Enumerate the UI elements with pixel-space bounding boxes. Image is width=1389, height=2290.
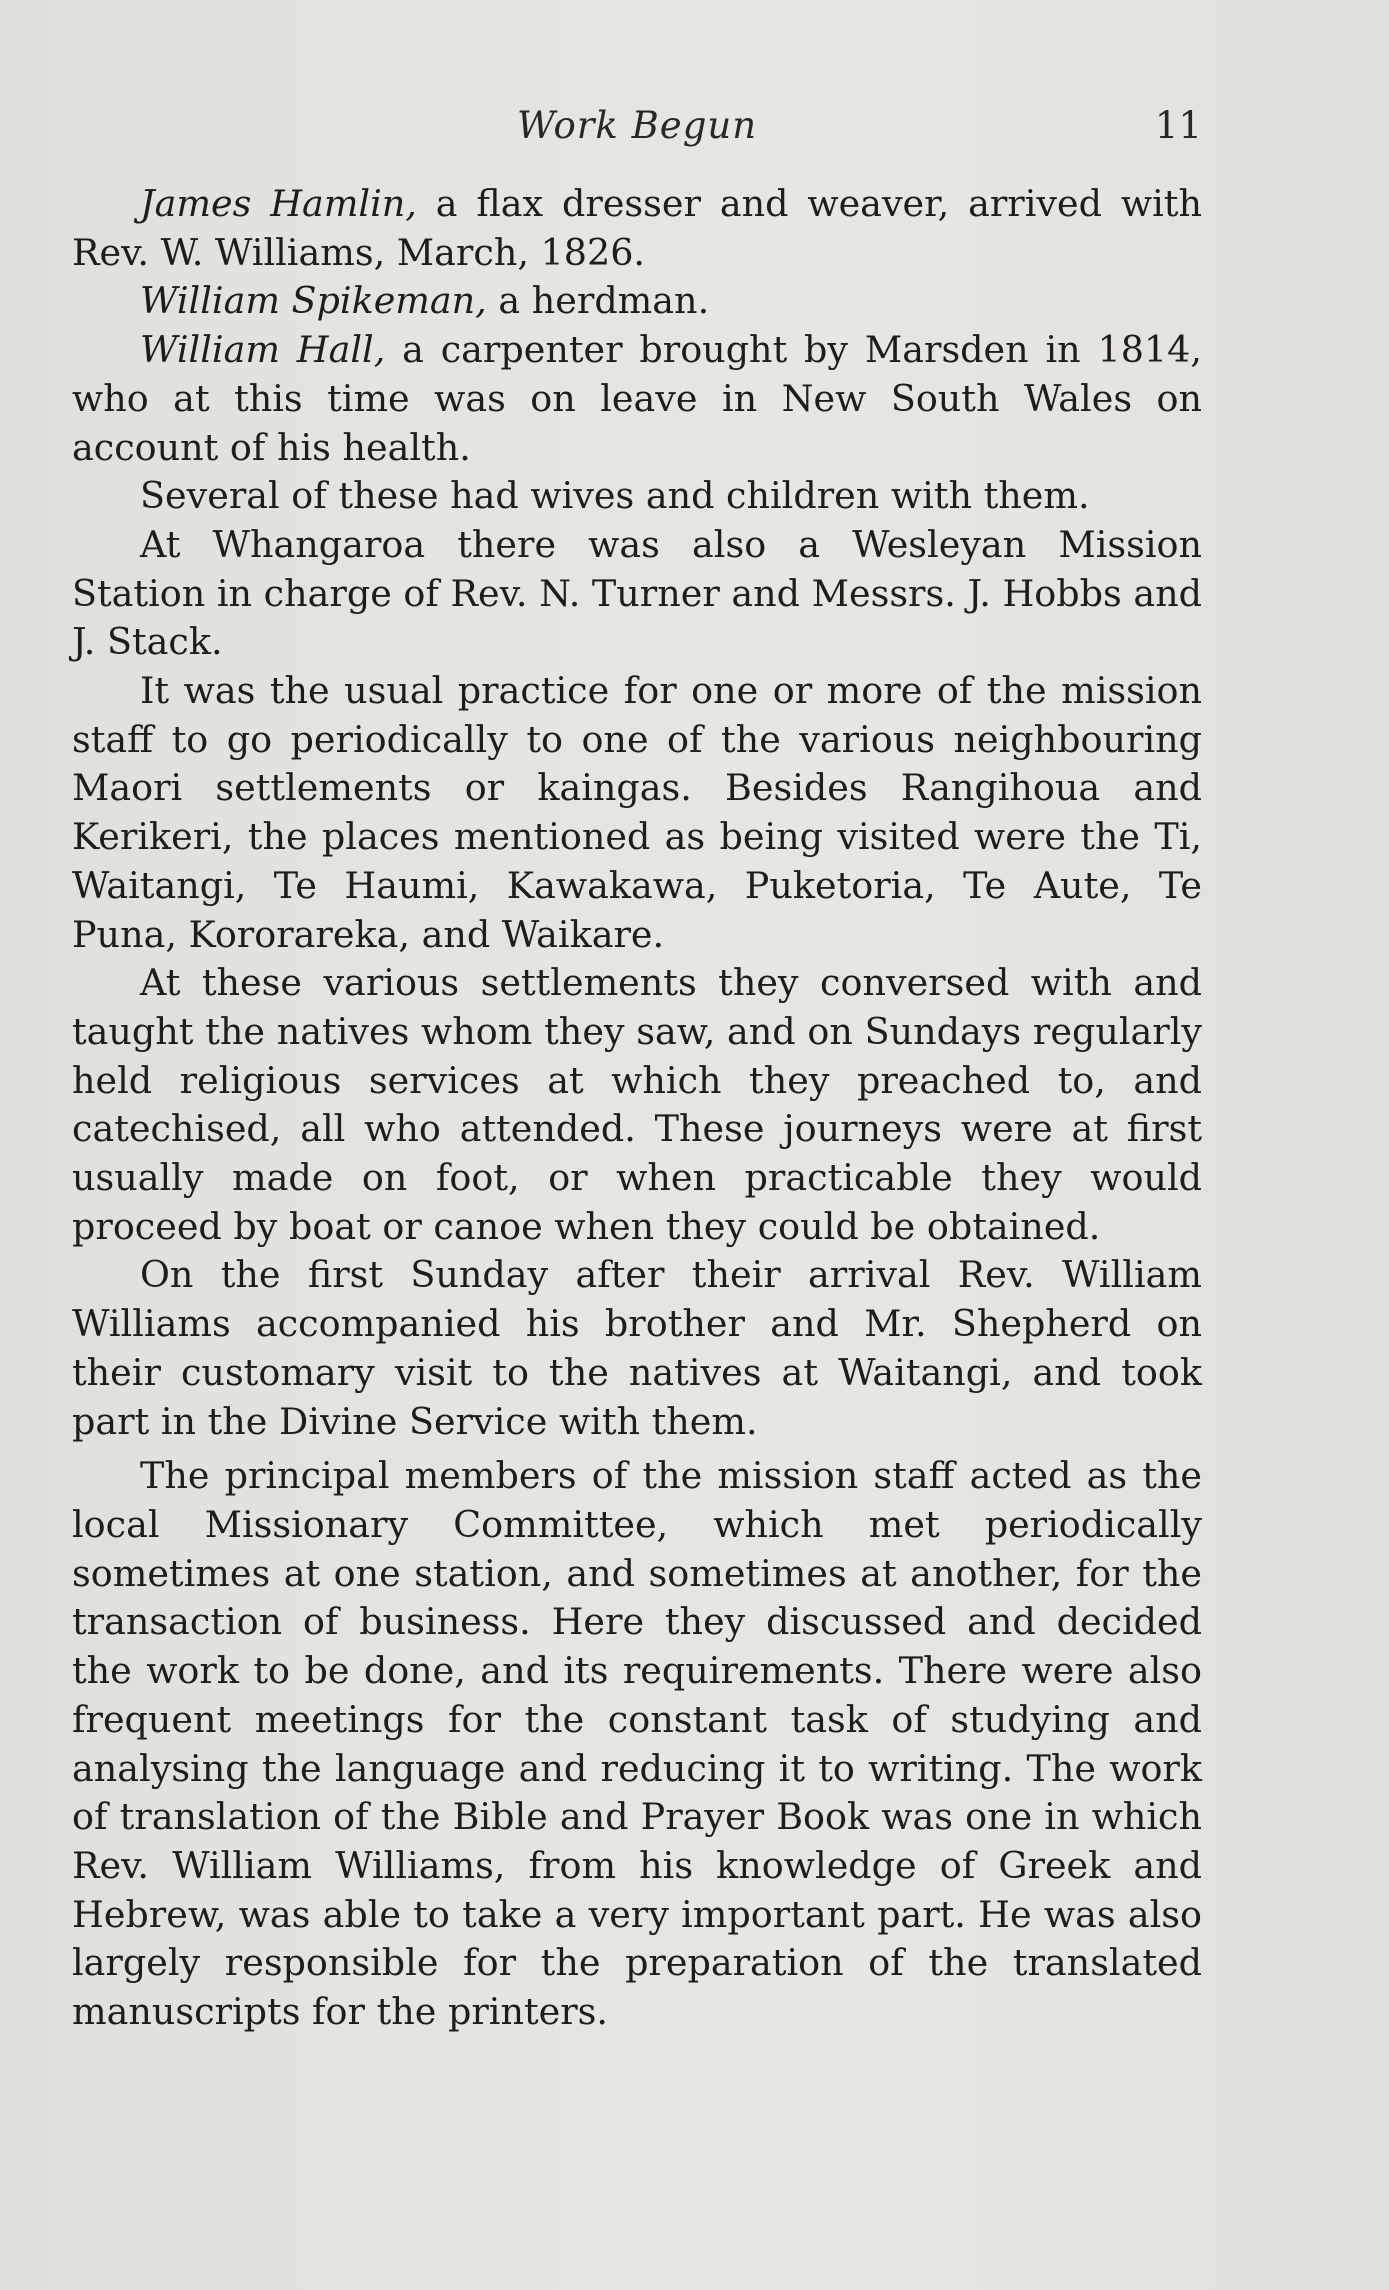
paragraph-whangaroa: At Whangaroa there was also a Wesleyan Mission Station in charge of Rev. N. Turner and Messrs. J. Hobbs and J. Stack. (72, 522, 1202, 664)
person-name: William Spikeman, (140, 279, 487, 323)
paragraph-settlements: At these various settlements they conversed with and taught the natives whom they saw, and on Sundays regularly held religious services at which they preached to, and catechised, all who attended. These journeys were at first usually made on foot, or when practicable they would proceed by boat or canoe when they could be obtained. (72, 961, 1202, 1248)
paragraph-wives-children: Several of these had wives and children with them. (140, 474, 1090, 518)
body-text (72, 180, 1202, 2037)
paragraph-usual-practice: It was the usual practice for one or more of the mission staff to go periodically to one of the various neighbouring Maori settlements or kaingas. Besides Rangihoua and Kerikeri, the places mentioned as being visited were the Ti, Waitangi, Te Haumi, Kawakawa, Puketoria, Te Aute, Te Puna, Kororareka, and Waikare. (72, 669, 1202, 956)
paragraph-committee: The principal members of the mission staff acted as the local Missionary Committee, which met periodically sometimes at one station, and sometimes at another, for the transaction of business. Here they discussed and decided the work to be done, and its requirements. There were also frequent meetings for the constant task of studying and analysing the language and reducing it to writing. The work of translation of the Bible and Prayer Book was one in which Rev. William Williams, from his knowledge of Greek and Hebrew, was able to take a very important part. He was also largely responsible for the preparation of the translated manuscripts for the printers. (72, 1454, 1202, 2034)
paragraph-william-spikeman (72, 277, 1202, 326)
person-name: James Hamlin, (140, 182, 417, 225)
paragraph-first-sunday: On the first Sunday after their arrival Rev. William Williams accompanied his brother and Mr. Shepherd on their customary visit to the natives at Waitangi, and took part in the Divine Service with them. (72, 1253, 1202, 1443)
page-header (72, 104, 1202, 156)
page-number: 11 (1154, 104, 1202, 147)
paragraph-text: a herdman. (486, 279, 710, 323)
paragraph-james-hamlin (72, 180, 1202, 277)
running-title: Work Begun (516, 104, 758, 147)
person-name: William Hall, (140, 328, 386, 372)
paragraph-text: a flax dresser and weaver, arrived with Rev. W. Williams, March, 1826. (72, 182, 1202, 274)
paragraph-william-hall (72, 326, 1202, 472)
paragraph-text: a carpenter brought by Marsden in 1814, who at this time was on leave in New South Wales on account of his health. (72, 328, 1202, 469)
